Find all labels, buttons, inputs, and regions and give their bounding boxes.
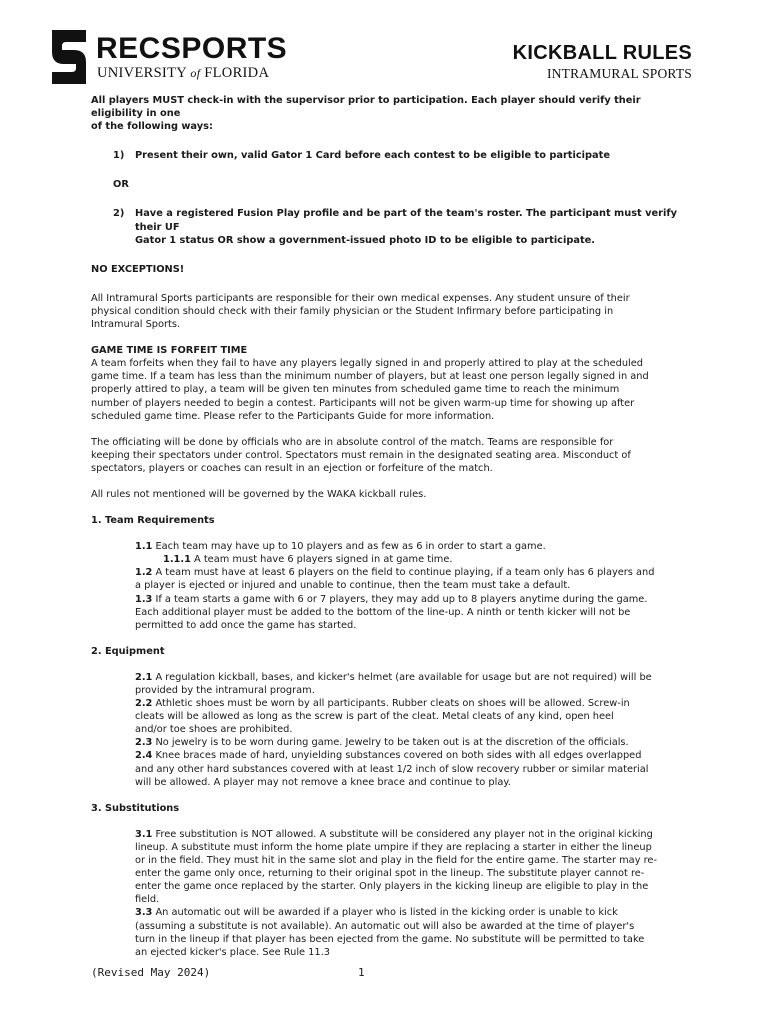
rule-3-3: 3.3 An automatic out will be awarded if a player who is listed in the kicking order is unable to kick (assuming a substitute is not available). An automatic out will also be awarded at the time of player's turn in the lineup if that player has been ejected from the game. No substitute will be permitted to take an ejected kicker's place. See Rule 11.3 [135,907,645,958]
checkin-or: OR [113,179,129,191]
rule-2-2: 2.2 Athletic shoes must be worn by all participants. Rubber cleats on shoes will be allowed. Screw-in cleats will be allowed as long as the screw is part of the cleat. Metal cleats of any kind, open heel and/or toe shoes are prohibited. [135,698,630,736]
revision-note: (Revised May 2024) [91,966,211,979]
rule-1-3: 1.3 If a team starts a game with 6 or 7 players, they may add up to 8 players anytime during the game. Each additional player must be added to the bottom of the line-up. A ninth or tenth kicker will not be permitted to add once the game has started. [135,593,648,631]
rule-1-1-1: 1.1.1 A team must have 6 players signed in at game time. [163,554,453,566]
document-subtitle: INTRAMURAL SPORTS [547,66,692,81]
document-title: KICKBALL RULES [512,42,692,64]
section-heading-equipment: 2. Equipment [91,645,165,657]
rule-2-3: 2.3 No jewelry is to be worn during game. Jewelry to be taken out is at the discretion of the officials. [135,737,629,749]
forfeit-paragraph: A team forfeits when they fail to have any players legally signed in and properly attired to play at the scheduled game time. If a team has less than the minimum number of players, but at least one person legally signed in and properly attired to play, a team will be given ten minutes from scheduled game time to reach the minimum number of players needed to begin a contest. Participants will not be given warm-up time for showing up after scheduled game time. Please refer to the Participants Guide for more information. [91,358,649,422]
brand-name: RECSPORTS [96,32,288,65]
no-exceptions: NO EXCEPTIONS! [91,263,185,275]
officiating-paragraph: The officiating will be done by officials who are in absolute control of the match. Teams are responsible for keeping their spectators under control. Spectators must remain in the designated seating area. Misconduct of spectators, players or coaches can result in an ejection or forfeiture of the match. [91,436,631,474]
section-heading-substitutions: 3. Substitutions [91,802,180,814]
rule-1-2: 1.2 A team must have at least 6 players on the field to continue playing, if a team only has 6 players and a player is ejected or injured and unable to continue, then the team must take a default. [135,567,655,592]
page-number: 1 [358,966,365,979]
document-body [91,94,681,959]
checkin-option-2: 2) Have a registered Fusion Play profile and be part of the team's roster. The participant must verify their UF Gator 1 status OR show a government-issued photo ID to be eligible to participate. [113,208,678,246]
forfeit-heading: GAME TIME IS FORFEIT TIME [91,345,248,357]
section-heading-team: 1. Team Requirements [91,515,215,527]
checkin-option-1: 1) Present their own, valid Gator 1 Card before each contest to be eligible to participate [113,150,610,162]
page-header [48,30,694,86]
medical-paragraph: All Intramural Sports participants are responsible for their own medical expenses. Any student unsure of their physical condition should check with their family physician or the Student Infirmary before participating in Intramural Sports. [91,292,630,331]
university-name: UNIVERSITY of FLORIDA [97,65,270,81]
checkin-intro: All players MUST check-in with the supervisor prior to participation. Each player should verify their eligibility in one of the following ways: [91,95,641,133]
waka-paragraph: All rules not mentioned will be governed by the WAKA kickball rules. [91,488,427,500]
rule-2-1: 2.1 A regulation kickball, bases, and kicker's helmet (are available for usage but are not required) will be provided by the intramural program. [135,671,652,696]
rule-3-1: 3.1 Free substitution is NOT allowed. A substitute will be considered any player not in the original kicking lineup. A substitute must inform the home plate umpire if they are replacing a starter in either the lineup or in the field. They must hit in the same slot and play in the field for the entire game. The starter may re- enter the game only once, returning to their original spot in the lineup. The substitute player cannot re- enter the game once replaced by the starter. Only players in the kicking lineup are eligible to play in the field. [135,828,657,906]
rule-1-1: 1.1 Each team may have up to 10 players and as few as 6 in order to start a game. [135,541,546,553]
recsports-logo-icon [48,30,90,84]
rule-2-4: 2.4 Knee braces made of hard, unyielding substances covered on both sides with all edges overlapped and any other hard substances covered with at least 1/2 inch of slow recovery rubber or similar material will be allowed. A player may not remove a knee brace and continue to play. [135,750,649,788]
